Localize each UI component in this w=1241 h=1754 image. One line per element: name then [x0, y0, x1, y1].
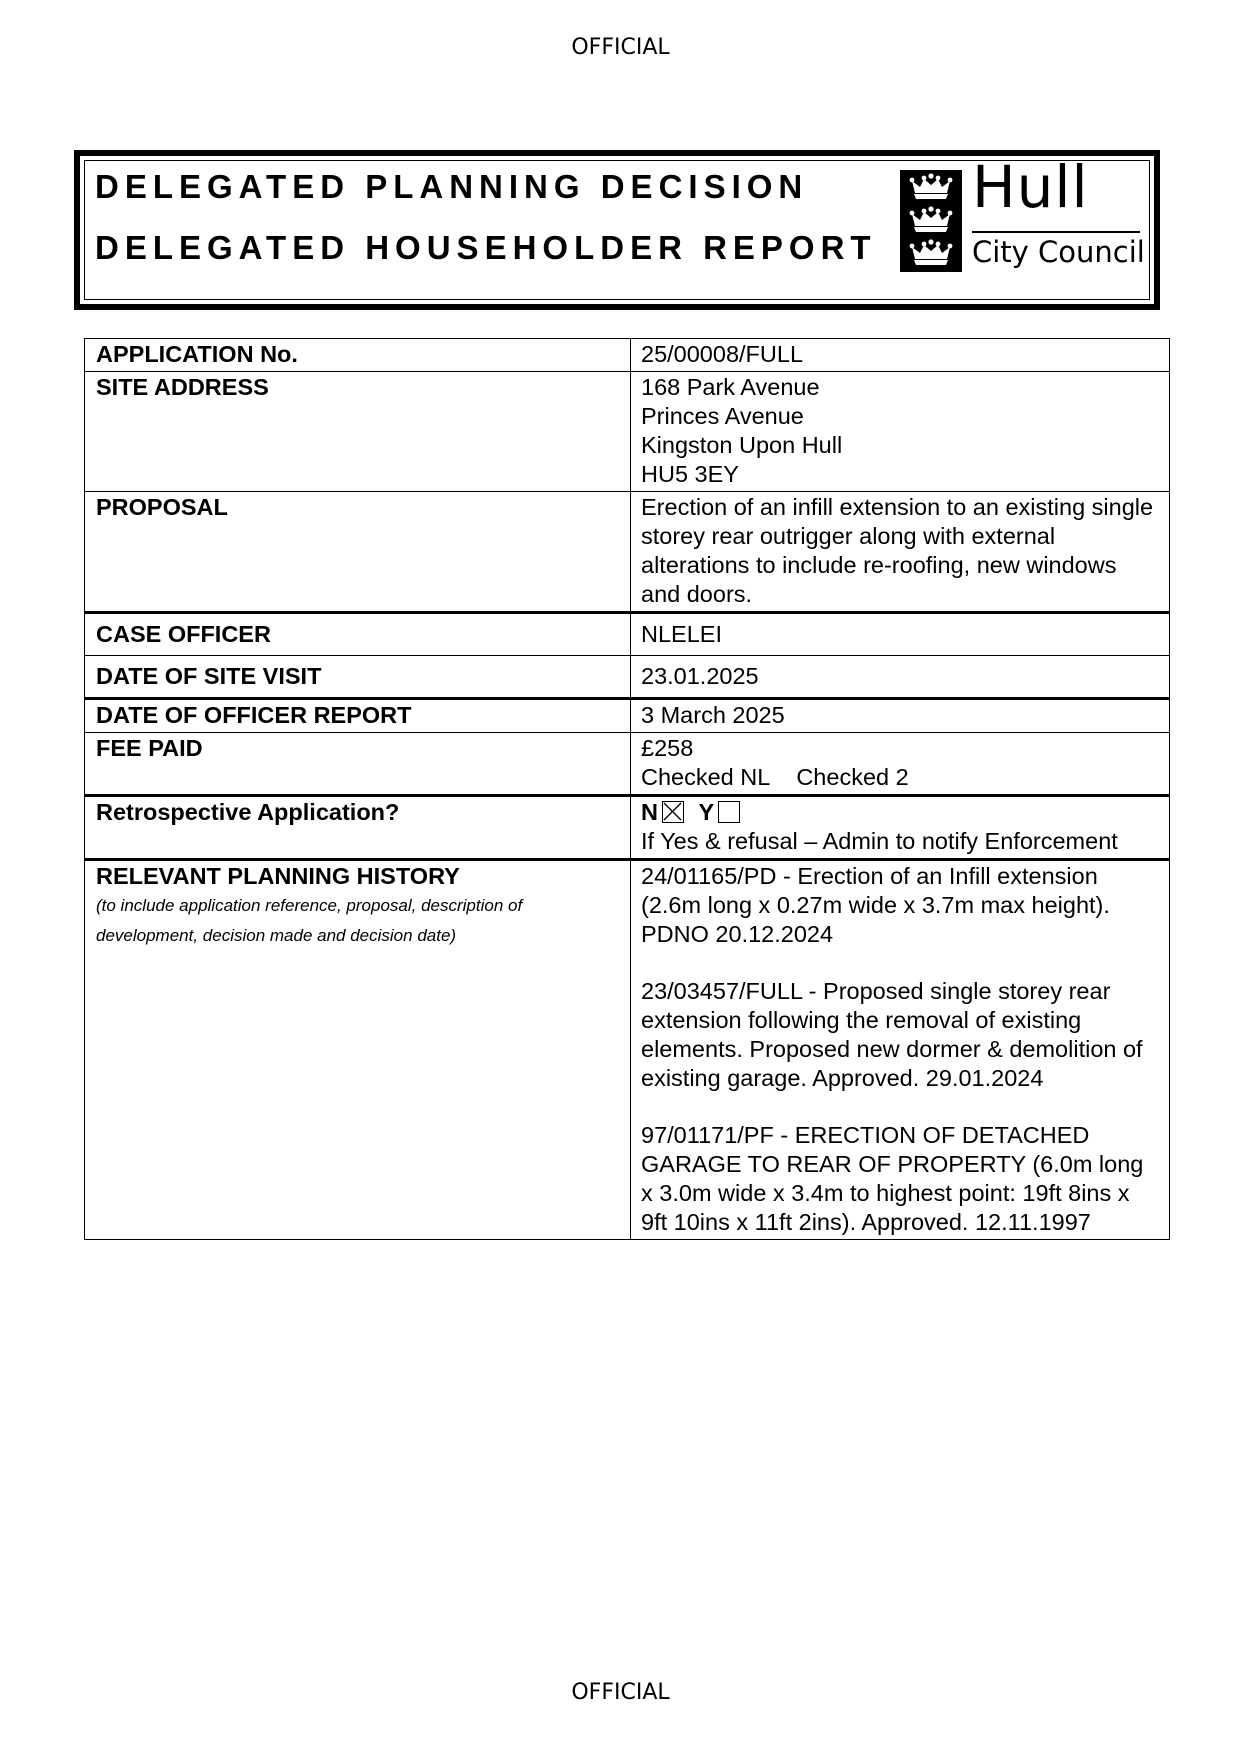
option-no-label: N [641, 799, 658, 825]
checkbox-no[interactable] [662, 801, 684, 823]
value-planning-history [631, 860, 1170, 1240]
row-fee-paid [85, 733, 1170, 796]
fee-checked-1: Checked NL [641, 764, 771, 790]
hull-city-council-logo [900, 153, 1150, 277]
history-item: 97/01171/PF - ERECTION OF DETACHED GARAGE TO REAR OF PROPERTY (6.0m long x 3.0m wide x 3.4m to highest point: 19ft 8ins x 9ft 10ins x 11ft 2ins). Approved. 12.11.1997 [641, 1122, 1144, 1235]
checkbox-yes[interactable] [718, 801, 740, 823]
logo-subtitle: City Council [972, 235, 1145, 269]
checked-cross-icon [663, 802, 682, 821]
fee-amount: £258 [641, 735, 694, 761]
label-application-no: APPLICATION No. [85, 339, 631, 372]
label-date-officer-report: DATE OF OFFICER REPORT [85, 699, 631, 733]
option-yes-label: Y [698, 799, 715, 825]
planning-history-heading: RELEVANT PLANNING HISTORY [96, 863, 460, 889]
row-application-no [85, 339, 1170, 372]
address-line: 168 Park Avenue [641, 374, 820, 400]
security-marking-bottom: OFFICIAL [571, 1680, 670, 1705]
row-retrospective [85, 796, 1170, 860]
value-application-no: 25/00008/FULL [631, 339, 1170, 372]
logo-divider [972, 231, 1140, 233]
security-marking-top: OFFICIAL [571, 35, 670, 60]
address-line: Kingston Upon Hull [641, 432, 843, 458]
history-item: 24/01165/PD - Erection of an Infill extension (2.6m long x 0.27m wide x 3.7m max height). PDNO 20.12.2024 [641, 863, 1110, 947]
history-item: 23/03457/FULL - Proposed single storey rear extension following the removal of existing elements. Proposed new dormer & demolition of existing garage. Approved. 29.01.2024 [641, 978, 1143, 1091]
label-date-site-visit: DATE OF SITE VISIT [85, 656, 631, 699]
value-retrospective [631, 796, 1170, 860]
row-planning-history [85, 860, 1170, 1240]
address-line: Princes Avenue [641, 403, 804, 429]
report-title-line-1: DELEGATED PLANNING DECISION [95, 168, 809, 205]
retrospective-options [641, 798, 1159, 827]
value-case-officer: NLELEI [631, 613, 1170, 656]
retrospective-note: If Yes & refusal – Admin to notify Enforcement [641, 828, 1118, 854]
three-crowns-crest-icon [900, 170, 962, 272]
report-title-inner [84, 153, 1150, 300]
value-date-officer-report: 3 March 2025 [631, 699, 1170, 733]
row-date-officer-report [85, 699, 1170, 733]
row-date-site-visit [85, 656, 1170, 699]
fee-checks [641, 763, 1159, 792]
row-case-officer [85, 613, 1170, 656]
label-planning-history [85, 860, 631, 1240]
fee-checked-2: Checked 2 [796, 764, 909, 790]
planning-history-note: (to include application reference, proposal, description of development, decision made and decision date) [96, 896, 523, 945]
value-fee-paid [631, 733, 1170, 796]
label-fee-paid: FEE PAID [85, 733, 631, 796]
logo-name: Hull [972, 153, 1089, 221]
label-proposal: PROPOSAL [85, 492, 631, 613]
report-title-line-2: DELEGATED HOUSEHOLDER REPORT [95, 229, 877, 266]
value-proposal: Erection of an infill extension to an existing single storey rear outrigger along with external alterations to include re-roofing, new windows and doors. [631, 492, 1170, 613]
label-site-address: SITE ADDRESS [85, 372, 631, 492]
value-date-site-visit: 23.01.2025 [631, 656, 1170, 699]
report-title-box [74, 150, 1160, 310]
label-retrospective: Retrospective Application? [85, 796, 631, 860]
row-site-address [85, 372, 1170, 492]
application-details-table [84, 338, 1170, 1240]
row-proposal [85, 492, 1170, 613]
label-case-officer: CASE OFFICER [85, 613, 631, 656]
value-site-address [631, 372, 1170, 492]
address-line: HU5 3EY [641, 461, 739, 487]
